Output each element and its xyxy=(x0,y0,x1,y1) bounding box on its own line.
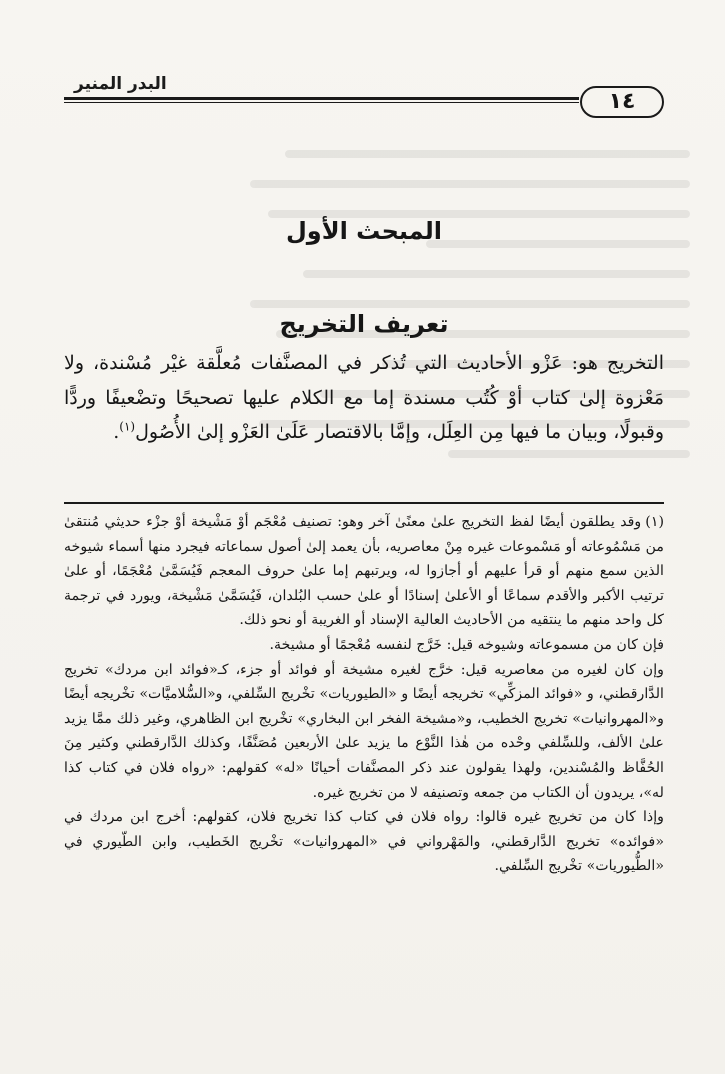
running-title: البدر المنير xyxy=(74,74,167,94)
definition-paragraph xyxy=(64,346,664,450)
footnote-number: (١) xyxy=(645,514,664,530)
footnote-paragraph: فإن كان من مسموعاته وشيوخه قيل: خَرَّج لنفسه مُعْجمًا أو مشيخة. xyxy=(269,636,664,653)
footnote-paragraph xyxy=(64,510,664,633)
footnote-paragraph: وإذا كان من تخريج غيره قالوا: رواه فلان في كتاب كذا تخريج فلان، كقولهم: أخرج ابن مردك في «فوائده» تخريج الدَّارقطني، والمَهْرواني في «المهروانيات» تخْريج الخَطيب، وابن الطّيوري في «الطُّيوريات» تخْريج السِّلفي. xyxy=(64,809,664,875)
subsection-heading: تعريف التخريج xyxy=(279,310,449,338)
footnotes-section xyxy=(64,510,664,879)
page-number: ١٤ xyxy=(580,86,664,118)
definition-text: التخريج هو: عَزْو الأحاديث التي تُذكر في المصنَّفات مُعلَّقة غيْر مُسْندة، ولا مَعْزوة إلىٰ كتاب أوْ كُتُب مسندة إما مع الكلام عليها تصحيحًا وتضْعيفًا وردًّا وقبولًا، وبيان ما فيها مِن العِلَل، وإمَّا بالاقتصار عَلَىٰ العَزْو إلىٰ الأُصُول xyxy=(64,352,664,443)
header-rule-thick xyxy=(64,97,579,100)
footnote-paragraph: وإن كان لغيره من معاصريه قيل: خرَّج لغيره مشيخة أو فوائد أو جزء، كـ«فوائد ابن مردك» تخريج الدَّارقطني، و «فوائد المزكِّي» تخريجه أيضًا و «الطيوريات» تخْريج السِّلفي، و«السُّلاميَّات» تخْريجه أيضًا و«المهروانيات» تخريج الخطيب، و«مشيخة الفخر ابن البخاري» تخْريج ابن الظاهري، وغير ذلك ممَّا يزيد علىٰ الألف، وللسِّلفي وحْده من هٰذا النَّوْع ما يزيد علىٰ الأربعين مُصَنَّفًا، وكذلك الدَّارقطني وكثير مِنَ الحُفَّاظ والمُسْندين، ولهذا يقولون عند ذكر المصنَّفات أحيانًا «له» كقولهم: «رواه فلان في كتاب كذا له»، يريدون أن الكتاب من جمعه وتصنيفه لا من تخريج غيره. xyxy=(64,661,664,801)
header-rule-thin xyxy=(64,102,579,103)
footnote-separator xyxy=(64,502,664,504)
page-header xyxy=(64,72,664,122)
section-heading: المبحث الأول xyxy=(285,217,443,245)
footnote-text: وقد يطلقون أيضًا لفظ التخريج علىٰ معنًىٰ آخر وهو: تصنيف مُعْجَم أوْ مَشْيخة أوْ جزْء حديثي مُنتقىٰ من مَسْمُوعاته أو مَسْموعات غيره مِنْ معاصريه، بأن يعمد إلىٰ أصول سماعاته فيجرد منها أسماء شيوخه الذين سمع منهم أو قرأ عليهم أو أجازوا له، ويرتبهم إما علىٰ حروف المعجم فَيُسَمَّىٰ مُعْجَمًا، أو علىٰ ترتيب الأكبر والأقدم سماعًا أو الأعلىٰ إسنادًا أو علىٰ حسب البُلدان، فَيُسَمَّىٰ مَشْيخة، ويورد في ترجمة كل واحد منهم ما ينتقيه من الأحاديث العالية الإسناد أو الغريبة أو نحو ذلك. xyxy=(64,514,664,629)
footnote-reference[interactable]: (١) xyxy=(119,419,136,434)
paragraph-end: . xyxy=(113,421,120,443)
